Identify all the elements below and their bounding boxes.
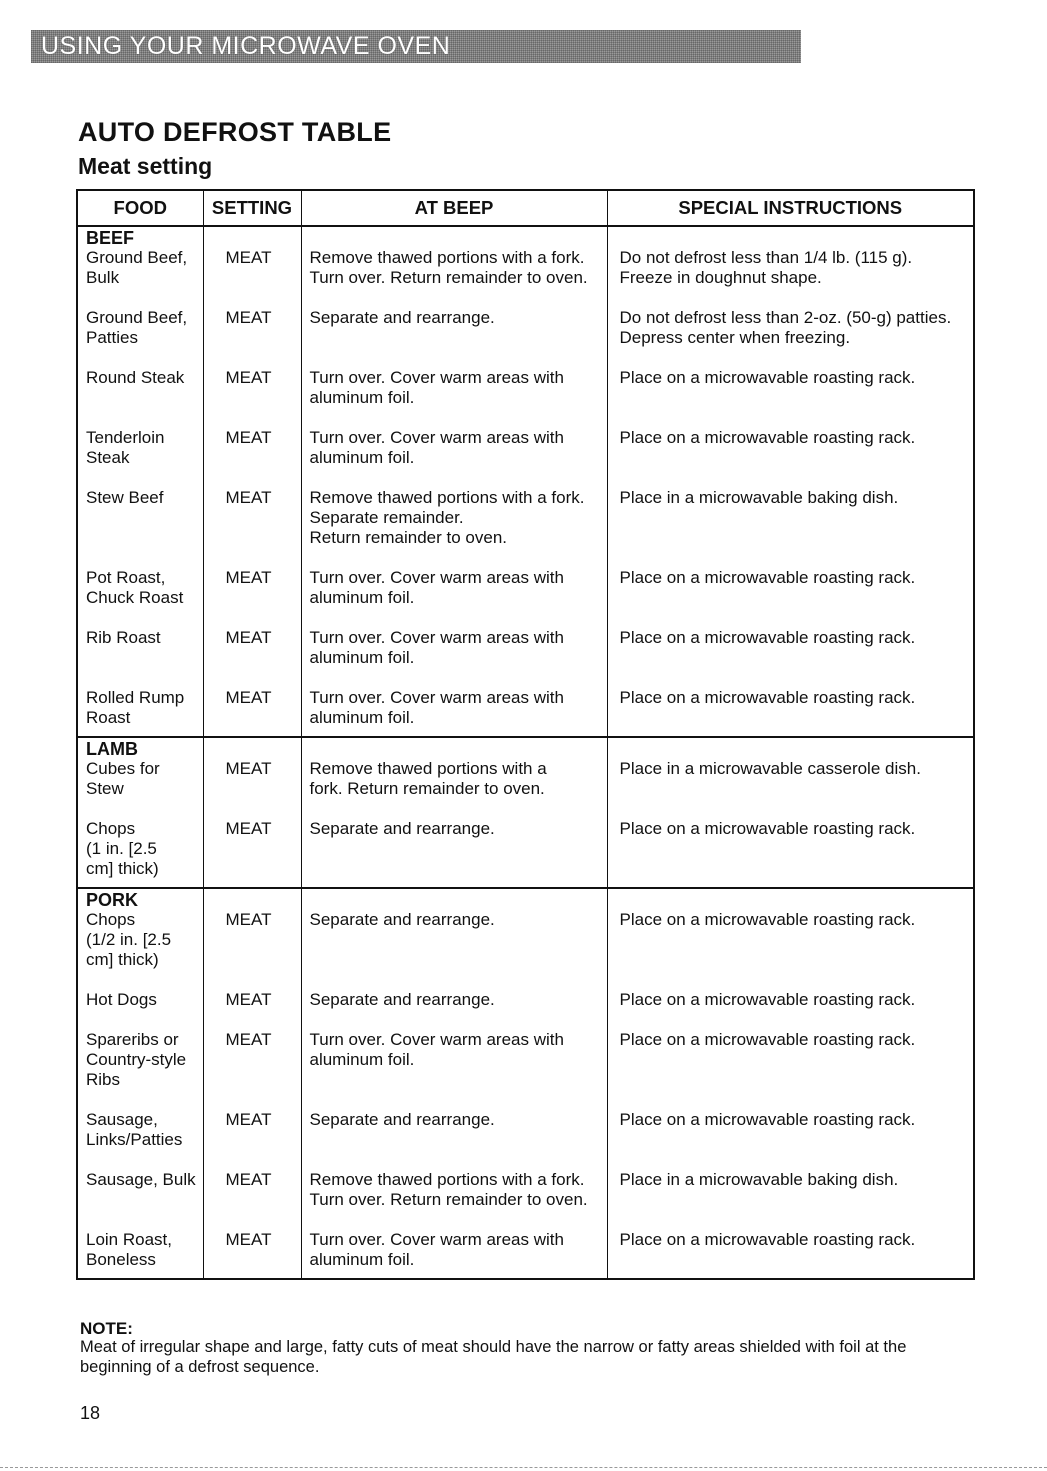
table-row: [77, 990, 974, 1030]
setting-cell: MEAT: [203, 488, 301, 568]
at-beep-cell: [301, 688, 607, 737]
food-cell-line: Ground Beef,: [86, 248, 188, 267]
setting-cell: MEAT: [203, 819, 301, 888]
special-instructions-cell-line: Place in a microwavable baking dish.: [619, 488, 899, 507]
special-instructions-cell: [607, 368, 974, 428]
special-instructions-cell: [607, 759, 974, 819]
food-cell-line: Rib Roast: [86, 628, 161, 647]
at-beep-cell-line: Turn over. Cover warm areas with: [309, 1230, 564, 1249]
at-beep-cell-line: Turn over. Cover warm areas with: [309, 368, 564, 387]
special-instructions-cell-line: Place on a microwavable roasting rack.: [619, 1030, 916, 1049]
food-cell-line: Stew Beef: [86, 488, 164, 507]
setting-cell: MEAT: [203, 688, 301, 737]
food-cell-line: Bulk: [86, 268, 120, 287]
food-cell-line: Stew: [86, 779, 124, 798]
page-divider: [0, 1467, 1047, 1468]
special-instructions-cell-line: Place on a microwavable roasting rack.: [619, 368, 916, 387]
at-beep-cell: [301, 248, 607, 308]
food-cell: [77, 308, 203, 368]
food-cell-line: Ribs: [86, 1070, 121, 1089]
food-cell: [77, 368, 203, 428]
food-cell-line: Chops: [86, 910, 136, 929]
special-instructions-cell-line: Place on a microwavable roasting rack.: [619, 628, 916, 647]
food-cell-line: Country-style: [86, 1050, 187, 1069]
special-instructions-cell-line: Depress center when freezing.: [619, 328, 851, 347]
table-row: [77, 428, 974, 488]
food-cell-line: Chops: [86, 819, 136, 838]
setting-cell: MEAT: [203, 568, 301, 628]
food-cell: [77, 688, 203, 737]
setting-cell: MEAT: [203, 1030, 301, 1110]
table-row: [77, 308, 974, 368]
at-beep-cell: [301, 990, 607, 1030]
food-cell-line: Round Steak: [86, 368, 185, 387]
food-cell: [77, 990, 203, 1030]
setting-cell: MEAT: [203, 759, 301, 819]
food-cell: [77, 1230, 203, 1279]
table-row: [77, 488, 974, 568]
at-beep-cell-line: aluminum foil.: [309, 588, 415, 607]
food-cell: [77, 819, 203, 888]
food-cell: [77, 1110, 203, 1170]
header-food: FOOD: [77, 190, 203, 226]
empty-cell: [301, 226, 607, 248]
at-beep-cell-line: Turn over. Cover warm areas with: [309, 628, 564, 647]
special-instructions-cell: [607, 1170, 974, 1230]
setting-cell: MEAT: [203, 1110, 301, 1170]
table-row: [77, 910, 974, 990]
at-beep-cell: [301, 428, 607, 488]
at-beep-cell-line: aluminum foil.: [309, 448, 415, 467]
page-subtitle: Meat setting: [78, 153, 213, 179]
special-instructions-cell: [607, 1030, 974, 1110]
food-cell-line: Sausage,: [86, 1110, 158, 1129]
at-beep-cell: [301, 910, 607, 990]
food-cell-line: Pot Roast,: [86, 568, 166, 587]
special-instructions-cell: [607, 308, 974, 368]
setting-cell: MEAT: [203, 910, 301, 990]
food-cell: [77, 1170, 203, 1230]
special-instructions-cell: [607, 1230, 974, 1279]
at-beep-cell-line: Remove thawed portions with a fork.: [309, 1170, 585, 1189]
at-beep-cell-line: Separate and rearrange.: [309, 990, 495, 1009]
section-banner-text: USING YOUR MICROWAVE OVEN: [41, 32, 451, 60]
setting-cell: MEAT: [203, 628, 301, 688]
special-instructions-cell: [607, 488, 974, 568]
at-beep-cell-line: Remove thawed portions with a fork.: [309, 248, 585, 267]
empty-cell: [203, 737, 301, 759]
at-beep-cell-line: Remove thawed portions with a fork.: [309, 488, 585, 507]
at-beep-cell: [301, 488, 607, 568]
food-cell-line: Tenderloin: [86, 428, 165, 447]
page-number: 18: [80, 1403, 101, 1423]
empty-cell: [607, 226, 974, 248]
empty-cell: [301, 737, 607, 759]
at-beep-cell-line: Separate remainder.: [309, 508, 464, 527]
at-beep-cell-line: Separate and rearrange.: [309, 910, 495, 929]
table-row: [77, 1230, 974, 1279]
food-cell-line: Links/Patties: [86, 1130, 183, 1149]
food-cell-line: Cubes for: [86, 759, 160, 778]
food-cell: [77, 428, 203, 488]
special-instructions-cell: [607, 248, 974, 308]
at-beep-cell-line: Separate and rearrange.: [309, 819, 495, 838]
at-beep-cell-line: Turn over. Return remainder to oven.: [309, 1190, 588, 1209]
table-header-row: [77, 190, 974, 226]
at-beep-cell: [301, 1170, 607, 1230]
table-row: [77, 1110, 974, 1170]
empty-cell: [607, 737, 974, 759]
at-beep-cell: [301, 368, 607, 428]
setting-cell: MEAT: [203, 368, 301, 428]
header-at-beep: AT BEEP: [301, 190, 607, 226]
food-cell-line: Chuck Roast: [86, 588, 184, 607]
special-instructions-cell: [607, 819, 974, 888]
food-cell-line: cm] thick): [86, 950, 159, 969]
setting-cell: MEAT: [203, 308, 301, 368]
page-title: AUTO DEFROST TABLE: [78, 117, 392, 147]
setting-cell: MEAT: [203, 1230, 301, 1279]
at-beep-cell: [301, 568, 607, 628]
food-cell: [77, 488, 203, 568]
special-instructions-cell-line: Place in a microwavable casserole dish.: [619, 759, 921, 778]
table-row: [77, 759, 974, 819]
food-cell: [77, 1030, 203, 1110]
at-beep-cell: [301, 628, 607, 688]
header-special-instructions: SPECIAL INSTRUCTIONS: [607, 190, 974, 226]
auto-defrost-table: [76, 189, 975, 1280]
at-beep-cell-line: aluminum foil.: [309, 1250, 415, 1269]
special-instructions-cell-line: Place on a microwavable roasting rack.: [619, 819, 916, 838]
group-label: BEEF: [86, 228, 135, 248]
table-row: [77, 628, 974, 688]
food-cell: [77, 628, 203, 688]
empty-cell: [607, 888, 974, 910]
group-label: LAMB: [86, 739, 138, 759]
at-beep-cell-line: fork. Return remainder to oven.: [309, 779, 545, 798]
special-instructions-cell-line: Place on a microwavable roasting rack.: [619, 990, 916, 1009]
table-row: [77, 1030, 974, 1110]
special-instructions-cell-line: Place in a microwavable baking dish.: [619, 1170, 899, 1189]
food-cell: [77, 568, 203, 628]
special-instructions-cell-line: Place on a microwavable roasting rack.: [619, 428, 916, 447]
at-beep-cell-line: Turn over. Cover warm areas with: [309, 568, 564, 587]
at-beep-cell-line: aluminum foil.: [309, 1050, 415, 1069]
special-instructions-cell-line: Place on a microwavable roasting rack.: [619, 688, 916, 707]
group-label: PORK: [86, 890, 139, 910]
special-instructions-cell: [607, 990, 974, 1030]
setting-cell: MEAT: [203, 428, 301, 488]
at-beep-cell-line: Turn over. Return remainder to oven.: [309, 268, 588, 287]
at-beep-cell-line: Remove thawed portions with a: [309, 759, 547, 778]
empty-cell: [203, 888, 301, 910]
food-cell-line: Boneless: [86, 1250, 156, 1269]
table-row: [77, 688, 974, 737]
special-instructions-cell-line: Place on a microwavable roasting rack.: [619, 910, 916, 929]
empty-cell: [301, 888, 607, 910]
at-beep-cell-line: aluminum foil.: [309, 708, 415, 727]
food-cell-line: Roast: [86, 708, 131, 727]
at-beep-cell-line: Turn over. Cover warm areas with: [309, 1030, 564, 1049]
food-cell: [77, 910, 203, 990]
special-instructions-cell-line: Freeze in doughnut shape.: [619, 268, 822, 287]
food-cell: [77, 759, 203, 819]
special-instructions-cell-line: Place on a microwavable roasting rack.: [619, 1110, 916, 1129]
table-row: [77, 819, 974, 888]
note-text: Meat of irregular shape and large, fatty cuts of meat should have the narrow or fatty areas shielded with foil at the beginning of a defrost sequence.: [80, 1338, 907, 1376]
at-beep-cell: [301, 819, 607, 888]
at-beep-cell-line: aluminum foil.: [309, 648, 415, 667]
special-instructions-cell-line: Place on a microwavable roasting rack.: [619, 568, 916, 587]
special-instructions-cell: [607, 628, 974, 688]
food-cell: [77, 248, 203, 308]
food-cell-line: (1 in. [2.5: [86, 839, 157, 858]
food-cell-line: Loin Roast,: [86, 1230, 172, 1249]
setting-cell: MEAT: [203, 1170, 301, 1230]
food-cell-line: Hot Dogs: [86, 990, 157, 1009]
at-beep-cell-line: Separate and rearrange.: [309, 1110, 495, 1129]
table-row: [77, 248, 974, 308]
at-beep-cell: [301, 759, 607, 819]
special-instructions-cell-line: Place on a microwavable roasting rack.: [619, 1230, 916, 1249]
special-instructions-cell: [607, 910, 974, 990]
table-row: [77, 568, 974, 628]
special-instructions-cell: [607, 428, 974, 488]
food-cell-line: (1/2 in. [2.5: [86, 930, 172, 949]
group-row: [77, 737, 974, 759]
setting-cell: MEAT: [203, 990, 301, 1030]
table-row: [77, 368, 974, 428]
at-beep-cell-line: Return remainder to oven.: [309, 528, 507, 547]
food-cell-line: cm] thick): [86, 859, 159, 878]
header-setting: SETTING: [203, 190, 301, 226]
table-body: [77, 226, 974, 1279]
at-beep-cell: [301, 1230, 607, 1279]
food-cell-line: Rolled Rump: [86, 688, 185, 707]
food-cell-line: Ground Beef,: [86, 308, 188, 327]
group-row: [77, 226, 974, 248]
table-row: [77, 1170, 974, 1230]
note-label: NOTE:: [80, 1319, 133, 1338]
food-cell-line: Sausage, Bulk: [86, 1170, 196, 1189]
food-cell-line: Steak: [86, 448, 130, 467]
special-instructions-cell-line: Do not defrost less than 1/4 lb. (115 g).: [619, 248, 913, 267]
at-beep-cell: [301, 1030, 607, 1110]
special-instructions-cell-line: Do not defrost less than 2-oz. (50-g) patties.: [619, 308, 952, 327]
at-beep-cell-line: Turn over. Cover warm areas with: [309, 688, 564, 707]
food-cell-line: Patties: [86, 328, 138, 347]
setting-cell: MEAT: [203, 248, 301, 308]
section-banner: [31, 30, 801, 63]
at-beep-cell-line: Turn over. Cover warm areas with: [309, 428, 564, 447]
food-cell-line: Spareribs or: [86, 1030, 179, 1049]
at-beep-cell: [301, 308, 607, 368]
empty-cell: [203, 226, 301, 248]
at-beep-cell: [301, 1110, 607, 1170]
special-instructions-cell: [607, 568, 974, 628]
at-beep-cell-line: aluminum foil.: [309, 388, 415, 407]
at-beep-cell-line: Separate and rearrange.: [309, 308, 495, 327]
group-row: [77, 888, 974, 910]
special-instructions-cell: [607, 688, 974, 737]
special-instructions-cell: [607, 1110, 974, 1170]
